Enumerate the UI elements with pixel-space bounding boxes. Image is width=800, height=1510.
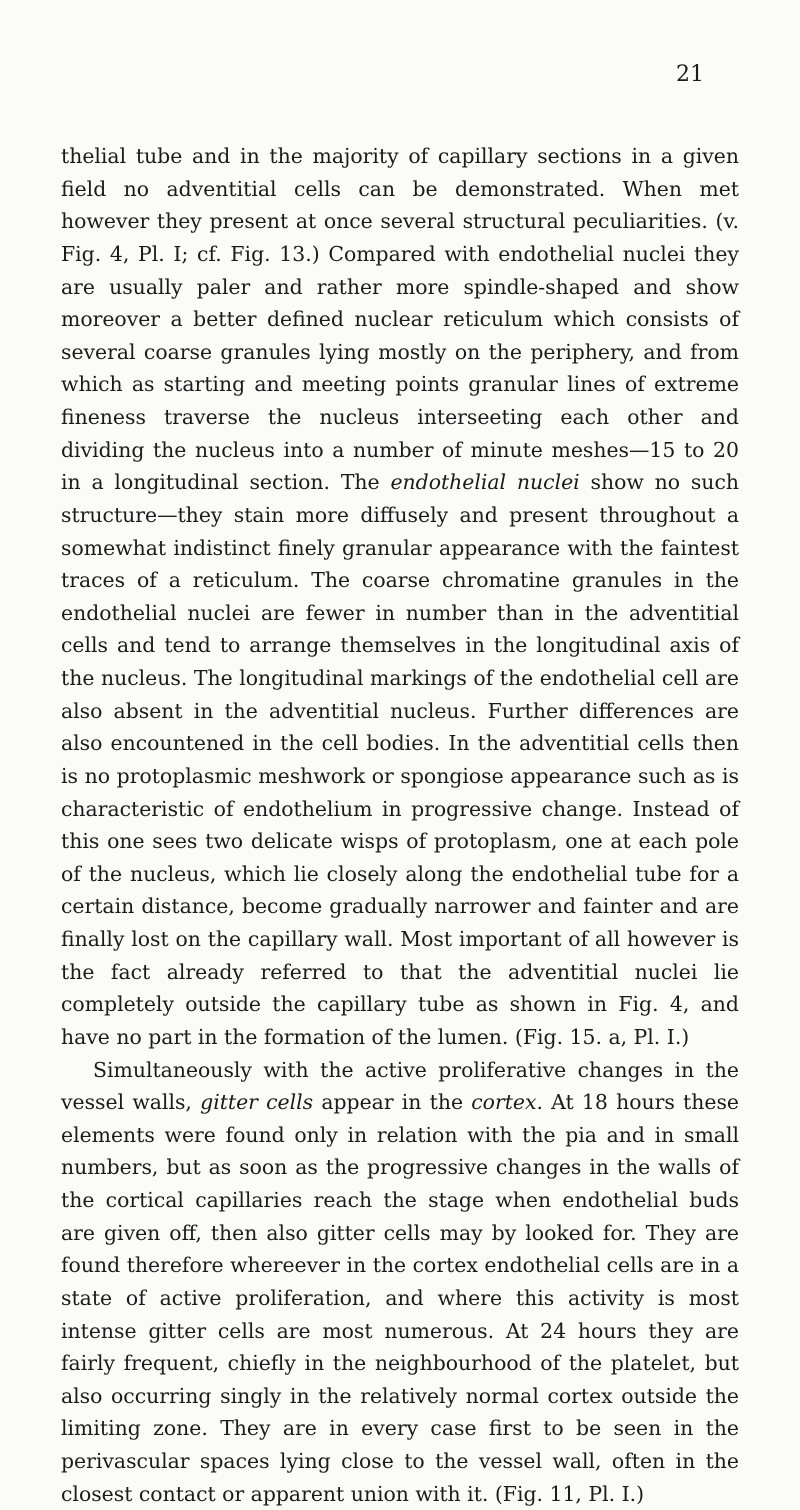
text-segment: At 18 hours these elements were found only in relation with the pia and in small numbers, but as soon as the progressive changes in the walls of the cortical capillaries reach the stage when endothelial buds are given off, then also gitter cells may by looked for. They are found therefore whereever in the cortex endothelial cells are in a state of active proliferation, and where this activity is most intense gitter cells are most numerous. At 24 hours they are fairly frequent, chiefly in the neighbourhood of the platelet, but also occurring singly in the relatively normal cortex outside the limiting zone. They are in every case first to be seen in the perivascular spaces lying close to the vessel wall, often in the closest contact or apparent union with it. (Fig. 11, Pl. I.) [61, 1090, 739, 1506]
text-segment: thelial tube and in the majority of capillary sections in a given field no adventitial cells can be demonstrated. When met however they present at once several structural peculiarities. (v. Fig. 4, Pl. I; cf. Fig. 13.) Compared with endothelial nuclei they are usually paler and rather more spindle-shaped and show moreover a better defined nuclear reticulum which consists of several coarse granules lying mostly on the periphery, and from which as starting and meeting points granular lines of extreme fineness traverse the nucleus interseeting each other and dividing the nucleus into a number of minute meshes—15 to 20 in a longitudinal section. The [61, 144, 739, 494]
text-segment: show no such structure—they stain more diffusely and present throughout a somewhat indistinct finely granular appearance with the faintest traces of a reticulum. The coarse chromatine granules in the endothelial nuclei are fewer in number than in the adventitial cells and tend to arrange themselves in the longitudinal axis of the nucleus. The longitudinal markings of the endothelial cell are also absent in the adventitial nucleus. Further differences are also encountened in the cell bodies. In the adventitial cells then is no protoplasmic meshwork or spongiose appearance such as is characteristic of endothelium in progressive change. Instead of this one sees two delicate wisps of protoplasm, one at each pole of the nucleus, which lie closely along the endothelial tube for a certain distance, become gradually narrower and fainter and are finally lost on the capillary wall. Most important of all however is the fact already referred to that the adventitial nuclei lie completely outside the capillary tube as shown in Fig. 4, and have no part in the formation of the lumen. (Fig. 15. a, Pl. I.) [61, 470, 739, 1049]
page-number: 21 [676, 64, 704, 86]
italic-term-endothelial-nuclei: endothelial nuclei [390, 470, 579, 494]
paragraph-1 [61, 140, 739, 1054]
italic-term-cortex: cortex. [471, 1090, 543, 1114]
text-segment: appear in the [313, 1090, 471, 1114]
text-segment: Simultaneously with the active proliferative changes in the vessel walls, [61, 1058, 739, 1115]
body-text [61, 140, 739, 1510]
paragraph-2 [61, 1054, 739, 1510]
italic-term-gitter-cells: gitter cells [200, 1090, 313, 1114]
